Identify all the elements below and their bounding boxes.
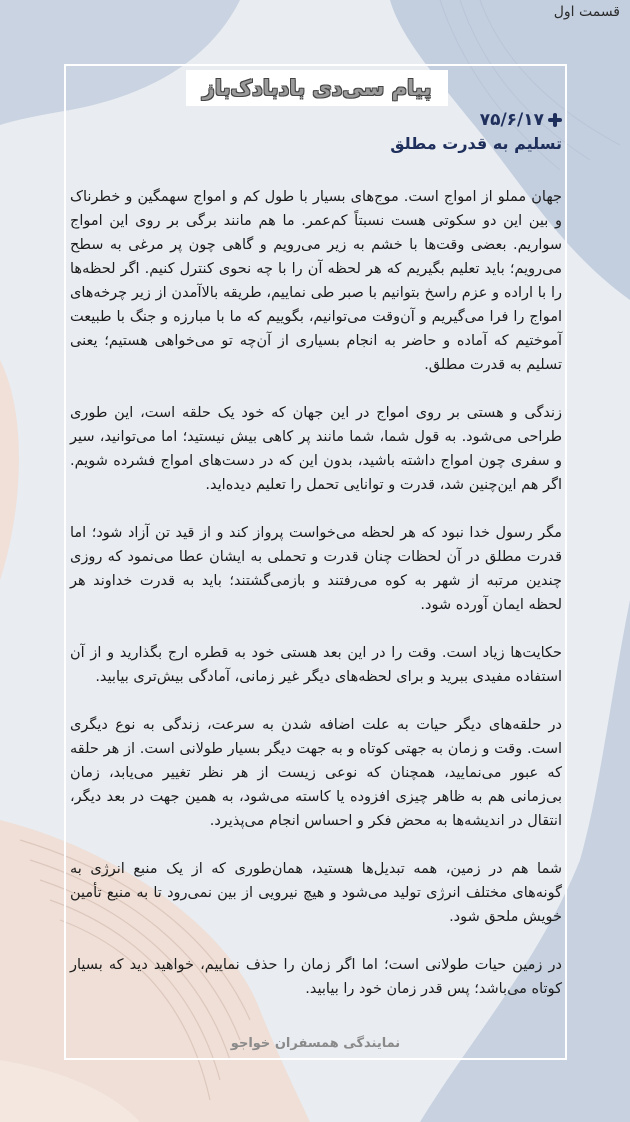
part-label: قسمت اول [553, 4, 620, 20]
paragraph-5: در حلقه‌های دیگر حیات به علت اضافه شدن به سرعت، زندگی به نوع دیگری است. وقت و زمان به جهتی کوتاه و به جهت دیگر بسیار طولانی است. از هر حلقه که عبور می‌نمایید، همچنان که نوعی زیست از هر نظر تغییر می‌یابد، زمان بی‌زمانی هم به ظاهر چیزی افزوده یا کاسته می‌شود، به همین جهت در بعد دیگر، انتقال در اندیشه‌ها به محض فکر و احساس انجام می‌پذیرد. [70, 717, 562, 829]
diamond-bullet-icon [548, 113, 562, 127]
paragraph-6: شما هم در زمین، همه تبدیل‌ها هستید، همان‌طوری که از یک منبع انرژی به گونه‌های مختلف انرژی تولید می‌شود و هیچ نیرویی از بین نمی‌رود تا به منبع تأمین خویش ملحق شود. [70, 861, 562, 925]
footer-signature: نمایندگی همسفران خواجو [230, 1036, 401, 1051]
entry-date: ۷۵/۶/۱۷ [479, 110, 544, 130]
message-body [70, 110, 562, 1001]
entry-heading: تسلیم به قدرت مطلق [390, 134, 562, 153]
date-line [70, 110, 562, 130]
paragraph-2: زندگی و هستی بر روی امواج در این جهان که خود یک حلقه است، این طوری طراحی می‌شود. به قول شما، شما مانند پر کاهی بیش نیستید؛ اما می‌توانید، سیر و سفری چون امواج داشته باشید، بدون این که در دست‌های امواج فشرده شویم. اگر هم این‌چنین شد، قدرت و توانایی تحمل را تعلیم دیده‌اید. [70, 405, 562, 493]
paragraph-7: در زمین حیات طولانی است؛ اما اگر زمان را حذف نماییم، خواهید دید که بسیار کوتاه می‌باشد؛ پس قدر زمان خود را بیابید. [70, 957, 562, 997]
paragraph-3: مگر رسول خدا نبود که هر لحظه می‌خواست پرواز کند و از قید تن آزاد شود؛ اما قدرت مطلق در آن لحظات چنان قدرت و تحملی به ایشان عطا می‌نمود که روزی چندین مرتبه از شهر به کوه می‌رفتند و بازمی‌گشتند؛ باید به قدرت خداوند هر لحظه ایمان آورده شود. [70, 525, 562, 613]
paragraph-4: حکایت‌ها زیاد است. وقت را در این بعد هستی خود به قطره ارج بگذارید و از آن استفاده مفیدی ببرید و برای لحظه‌های دیگر غیر زمانی، آمادگی بیش‌تری بیابید. [70, 645, 562, 685]
page-title: پیام سی‌دی بادبادک‌باز [202, 76, 432, 100]
paragraph-1: جهان مملو از امواج است. موج‌های بسیار با طول کم و امواج سهمگین و خطرناک و بین این دو سکوتی هست نسبتاً کم‌عمر. ما هم مانند برگی بر روی این امواج سواریم. بعضی وقت‌ها با خشم به زیر می‌رویم و گاهی چون پر مرغی به سطح می‌رویم؛ باید تعلیم بگیریم که هر لحظه آن را با چه نحوی کنترل کنیم. اگر لحظه‌ها را با اراده و عزم راسخ بتوانیم با صبر طی نماییم، طریقه بالاآمدن از زیر چرخه‌های امواج را فرا می‌گیریم و آن‌وقت می‌توانیم، بگوییم که ما با مبارزه و جنگ با طبیعت آموختیم که آماده و حاضر به انجام بسیاری از آن‌چه تو می‌خواهی هستیم؛ یعنی تسلیم به قدرت مطلق. [70, 189, 562, 373]
title-banner [186, 70, 448, 106]
